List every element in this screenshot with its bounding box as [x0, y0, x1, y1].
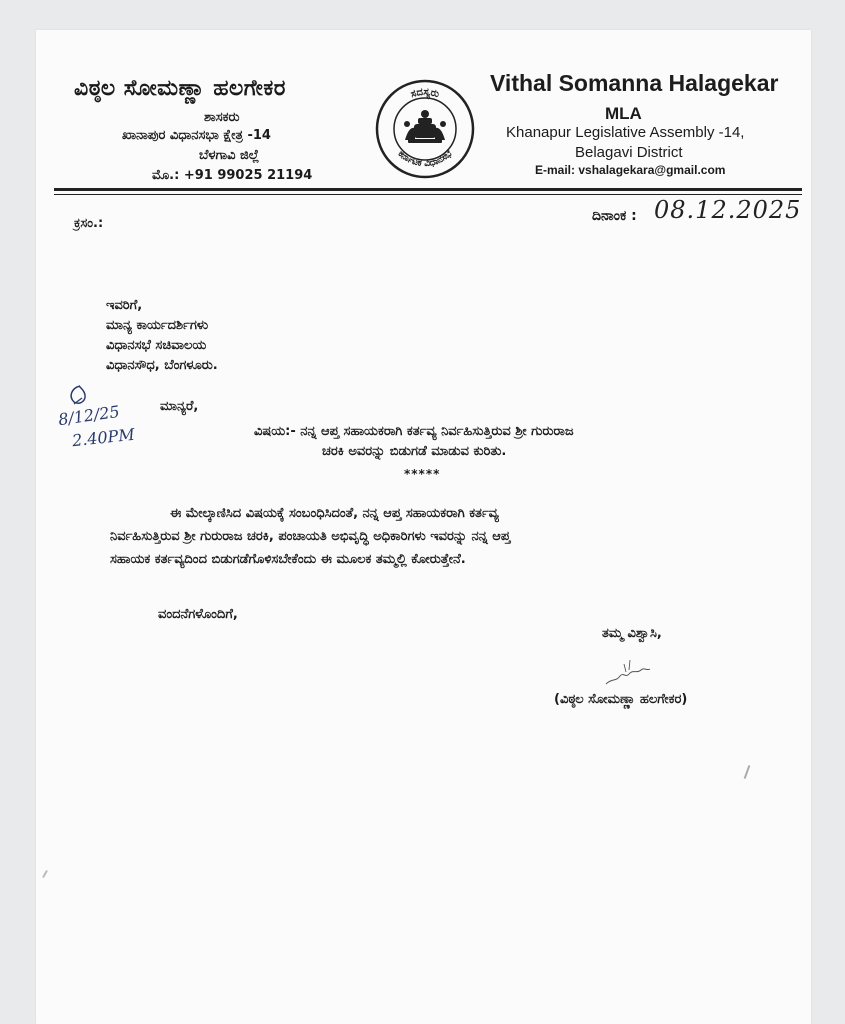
- header-divider-thin: [54, 194, 802, 195]
- address-line: ವಿಧಾನಸೌಧ, ಬೆಂಗಳೂರು.: [106, 358, 218, 373]
- received-stamp-time: 2.40PM: [71, 424, 136, 451]
- kannada-district: ಬೆಳಗಾವಿ ಜಿಲ್ಲೆ: [199, 148, 260, 163]
- address-line: ಮಾನ್ಯ ಕಾರ್ಯದರ್ಶಿಗಳು: [106, 318, 209, 333]
- signatory-name: (ವಿಠ್ಠಲ ಸೋಮಣ್ಣಾ ಹಲಗೇಕರ): [554, 692, 688, 707]
- kannada-title: ಶಾಸಕರು: [204, 110, 240, 125]
- english-district: Belagavi District: [575, 144, 683, 161]
- header-divider-thick: [54, 188, 802, 191]
- subject-separator: *****: [404, 467, 441, 481]
- stray-mark: [42, 870, 48, 878]
- english-name: Vithal Somanna Halagekar: [490, 70, 779, 96]
- address-line: ವಿಧಾನಸಭೆ ಸಚಿವಾಲಯ: [106, 338, 207, 353]
- subject-line-2: ಚರಕಿ ಅವರನ್ನು ಬಿಡುಗಡೆ ಮಾಡುವ ಕುರಿತು.: [322, 444, 507, 459]
- english-email: E-mail: vshalagekara@gmail.com: [535, 163, 726, 177]
- letter-page: [36, 30, 811, 1024]
- english-constituency: Khanapur Legislative Assembly -14,: [506, 124, 745, 141]
- kannada-phone: ಮೊ.: +91 99025 21194: [152, 168, 313, 183]
- seal-top-text: ಸದಸ್ಯರು: [409, 86, 441, 101]
- seal-bottom-text: ಕರ್ನಾಟಕ ವಿಧಾನಸಭೆ: [395, 148, 455, 170]
- date-value-handwritten: 08.12.2025: [654, 196, 802, 224]
- svg-text:ಕರ್ನಾಟಕ ವಿಧಾನಸಭೆ: [396, 148, 455, 169]
- body-line: ನಿರ್ವಹಿಸುತ್ತಿರುವ ಶ್ರೀ ಗುರುರಾಜ ಚರಕಿ, ಪಂಚಾಯತಿ ಅಭಿವೃದ್ಧಿ ಅಧಿಕಾರಿಗಳು ಇವರನ್ನು ನನ್ನ ಆಪ್ತ: [110, 529, 511, 544]
- salutation: ಮಾನ್ಯರೆ,: [160, 399, 199, 414]
- address-line: ಇವರಿಗೆ,: [106, 298, 143, 313]
- date-label: ದಿನಾಂಕ :: [592, 208, 637, 224]
- reference-number-label: ಕ್ರಸಂ.:: [74, 216, 104, 231]
- subject-line-1: ವಿಷಯ:- ನನ್ನ ಆಪ್ತ ಸಹಾಯಕರಾಗಿ ಕರ್ತವ್ಯ ನಿರ್ವಹಿಸುತ್ತಿರುವ ಶ್ರೀ ಗುರುರಾಜ: [254, 424, 574, 439]
- assembly-seal-logo: [374, 78, 476, 180]
- body-line: ಸಹಾಯಕ ಕರ್ತವ್ಯದಿಂದ ಬಿಡುಗಡೆಗೊಳಿಸಬೇಕೆಂದು ಈ ಮೂಲಕ ತಮ್ಮಲ್ಲಿ ಕೋರುತ್ತೇನೆ.: [110, 552, 466, 567]
- english-title: MLA: [605, 104, 642, 123]
- handwritten-signature: [596, 642, 676, 692]
- yours-faithfully: ತಮ್ಮ ವಿಶ್ವಾಸಿ,: [602, 626, 662, 641]
- kannada-constituency: ಖಾನಾಪುರ ವಿಧಾನಸಭಾ ಕ್ಷೇತ್ರ -14: [122, 128, 271, 143]
- kannada-name: ವಿಠ್ಠಲ ಸೋಮಣ್ಣಾ ಹಲಗೇಕರ: [74, 76, 286, 101]
- received-stamp-date: 8/12/25: [56, 401, 121, 430]
- stray-mark: [744, 765, 751, 779]
- closing-greeting: ವಂದನೆಗಳೊಂದಿಗೆ,: [158, 607, 238, 622]
- body-line: ಈ ಮೇಲ್ಕಾಣಿಸಿದ ವಿಷಯಕ್ಕೆ ಸಂಬಂಧಿಸಿದಂತೆ, ನನ್ನ ಆಪ್ತ ಸಹಾಯಕರಾಗಿ ಕರ್ತವ್ಯ: [170, 506, 499, 521]
